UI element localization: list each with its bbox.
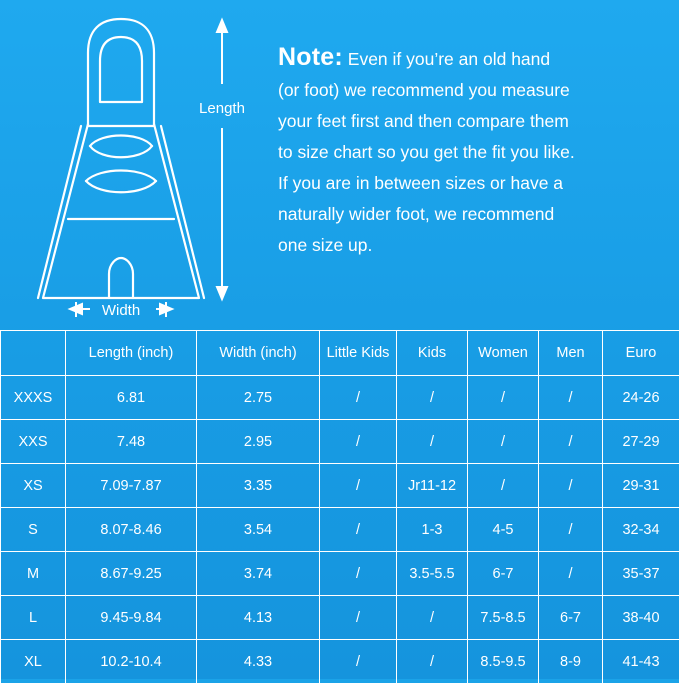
note-text-1: Even if you’re an old hand — [348, 49, 550, 69]
table-cell: 4-5 — [468, 508, 539, 552]
table-cell: / — [320, 552, 397, 596]
header-cell-width-inch: Width (inch) — [197, 331, 320, 376]
table-cell: / — [320, 464, 397, 508]
table-cell: / — [320, 420, 397, 464]
header-cell-kids: Kids — [397, 331, 468, 376]
header-cell-women: Women — [468, 331, 539, 376]
table-cell: 10.2-10.4 — [66, 640, 197, 684]
table-cell: 6.81 — [66, 376, 197, 420]
table-cell: / — [397, 640, 468, 684]
table-cell: / — [468, 420, 539, 464]
swim-fin-outline-icon — [8, 6, 266, 326]
table-cell: 38-40 — [603, 596, 679, 640]
size-label-cell: XXXS — [1, 376, 66, 420]
note-line-3: your feet first and then compare them — [278, 106, 660, 137]
table-cell: 3.54 — [197, 508, 320, 552]
size-chart-table — [0, 330, 679, 684]
table-cell: / — [320, 596, 397, 640]
table-cell: 41-43 — [603, 640, 679, 684]
size-table-container — [0, 330, 679, 679]
note-block — [278, 42, 660, 261]
header-cell-men: Men — [539, 331, 603, 376]
table-cell: / — [539, 464, 603, 508]
table-cell: 8-9 — [539, 640, 603, 684]
table-cell: / — [320, 376, 397, 420]
table-row — [1, 420, 679, 464]
size-label-cell: XXS — [1, 420, 66, 464]
table-cell: Jr11-12 — [397, 464, 468, 508]
table-cell: 8.07-8.46 — [66, 508, 197, 552]
size-label-cell: XL — [1, 640, 66, 684]
table-cell: / — [468, 376, 539, 420]
length-measure-arrow — [217, 20, 227, 299]
table-cell: / — [397, 376, 468, 420]
table-cell: / — [468, 464, 539, 508]
table-row — [1, 464, 679, 508]
table-cell: / — [539, 552, 603, 596]
table-cell: 6-7 — [539, 596, 603, 640]
table-cell: / — [397, 596, 468, 640]
table-cell: 7.48 — [66, 420, 197, 464]
size-label-cell: M — [1, 552, 66, 596]
table-row — [1, 640, 679, 684]
note-line-1 — [278, 42, 660, 75]
table-cell: 6-7 — [468, 552, 539, 596]
table-cell: 7.5-8.5 — [468, 596, 539, 640]
table-cell: 32-34 — [603, 508, 679, 552]
table-cell: 1-3 — [397, 508, 468, 552]
table-cell: 3.35 — [197, 464, 320, 508]
length-label: Length — [199, 100, 245, 117]
note-line-6: naturally wider foot, we recommend — [278, 199, 660, 230]
table-row — [1, 376, 679, 420]
table-cell: 8.5-9.5 — [468, 640, 539, 684]
table-cell: / — [320, 640, 397, 684]
note-line-7: one size up. — [278, 230, 660, 261]
table-cell: 3.74 — [197, 552, 320, 596]
table-row — [1, 508, 679, 552]
table-cell: / — [539, 420, 603, 464]
table-cell: / — [320, 508, 397, 552]
table-header-row — [1, 331, 679, 376]
size-label-cell: XS — [1, 464, 66, 508]
table-cell: 24-26 — [603, 376, 679, 420]
note-line-2: (or foot) we recommend you measure — [278, 75, 660, 106]
table-cell: / — [397, 420, 468, 464]
size-label-cell: S — [1, 508, 66, 552]
header-cell-size — [1, 331, 66, 376]
table-cell: 7.09-7.87 — [66, 464, 197, 508]
table-cell: 29-31 — [603, 464, 679, 508]
width-label: Width — [102, 302, 140, 319]
note-line-5: If you are in between sizes or have a — [278, 168, 660, 199]
header-cell-little-kids: Little Kids — [320, 331, 397, 376]
table-cell: 4.33 — [197, 640, 320, 684]
table-cell: 8.67-9.25 — [66, 552, 197, 596]
header-cell-euro: Euro — [603, 331, 679, 376]
table-cell: 3.5-5.5 — [397, 552, 468, 596]
header-section — [0, 0, 679, 330]
table-row — [1, 552, 679, 596]
swim-fin-diagram — [8, 6, 266, 326]
note-heading: Note: — [278, 43, 343, 71]
table-cell: 2.95 — [197, 420, 320, 464]
header-cell-length-inch: Length (inch) — [66, 331, 197, 376]
table-cell: 4.13 — [197, 596, 320, 640]
table-cell: 9.45-9.84 — [66, 596, 197, 640]
table-cell: 27-29 — [603, 420, 679, 464]
table-cell: 35-37 — [603, 552, 679, 596]
table-cell: 2.75 — [197, 376, 320, 420]
table-cell: / — [539, 376, 603, 420]
table-row — [1, 596, 679, 640]
table-cell: / — [539, 508, 603, 552]
note-line-4: to size chart so you get the fit you like. — [278, 137, 660, 168]
size-label-cell: L — [1, 596, 66, 640]
